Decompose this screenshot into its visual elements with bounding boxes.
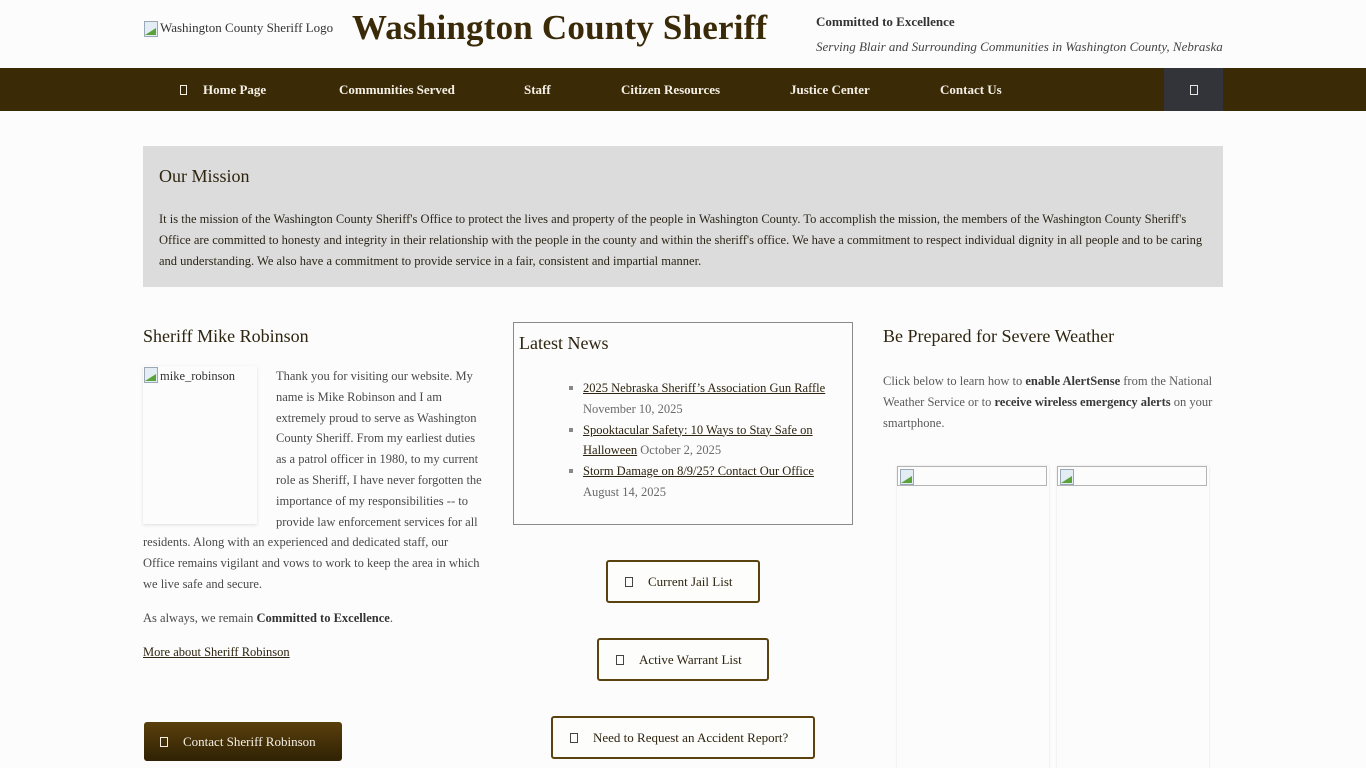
logo-alt-text: Washington County Sheriff Logo (160, 20, 334, 35)
broken-image-icon (1059, 468, 1075, 484)
closing-suffix: . (389, 610, 393, 625)
more-about-sheriff-link[interactable]: More about Sheriff Robinson (143, 644, 290, 659)
subtagline: Serving Blair and Surrounding Communities in Washington County, Nebraska (816, 39, 1223, 54)
closing-prefix: As always, we remain (143, 610, 257, 625)
accident-report-button[interactable] (551, 716, 815, 759)
news-list (569, 378, 847, 503)
mission-title: Our Mission (159, 166, 250, 186)
list-icon (625, 577, 633, 587)
warrant-list-label: Active Warrant List (639, 651, 742, 667)
list-icon (616, 655, 624, 665)
sheriff-title: Sheriff Mike Robinson (143, 326, 309, 346)
news-item (569, 420, 847, 462)
closing-bold: Committed to Excellence (256, 610, 390, 625)
mission-section (143, 146, 1223, 287)
photo-alt-text: mike_robinson (160, 369, 235, 383)
sheriff-section (143, 326, 483, 662)
nav-item-communities-served[interactable]: Communities Served (339, 82, 455, 97)
alertsense-card[interactable] (897, 466, 1049, 768)
weather-bold-2: receive wireless emergency alerts (994, 394, 1171, 409)
site-title[interactable]: Washington County Sheriff (352, 8, 768, 47)
news-date: October 2, 2025 (640, 443, 722, 458)
weather-text-3: on your smartphone. (883, 394, 1213, 430)
wireless-alerts-card[interactable] (1057, 466, 1209, 768)
nav-item-contact-us[interactable]: Contact Us (940, 82, 1002, 97)
nav-item-home[interactable] (180, 68, 266, 111)
mission-text: It is the mission of the Washington County Sheriff's Office to protect the lives and property of the people in Washington County. To accomplish the mission, the members of the Washington County Sheriff's Office are committed to honesty and integrity in their relationship with the people in the county and within the sheriff's office. We have a commitment to respect individual dignity in all people and to be caring and understanding. We also have a commitment to provide service in a fair, consistent and impartial manner. (159, 212, 1203, 268)
news-item (569, 461, 847, 503)
news-date: August 14, 2025 (583, 484, 666, 499)
document-icon (570, 733, 578, 743)
tagline: Committed to Excellence (816, 14, 955, 29)
sheriff-photo (143, 366, 257, 524)
nav-item-citizen-resources[interactable]: Citizen Resources (621, 82, 721, 97)
weather-title: Be Prepared for Severe Weather (883, 326, 1115, 346)
search-button[interactable] (1164, 68, 1223, 111)
weather-text-2: from the National Weather Service or to (883, 374, 1213, 409)
contact-button-label: Contact Sheriff Robinson (183, 733, 316, 749)
weather-text-1: Click below to learn how to (883, 374, 1026, 388)
news-link[interactable]: Spooktacular Safety: 10 Ways to Stay Safe on Halloween (583, 422, 813, 458)
nav-item-justice-center[interactable]: Justice Center (790, 82, 870, 97)
broken-image-icon (143, 20, 159, 36)
main-nav (0, 68, 1366, 111)
broken-image-icon (899, 468, 915, 484)
active-warrant-list-button[interactable] (597, 638, 769, 681)
accident-report-label: Need to Request an Accident Report? (593, 729, 789, 745)
nav-label: Home Page (203, 82, 267, 97)
weather-text (883, 371, 1223, 433)
news-link[interactable]: 2025 Nebraska Sheriff’s Association Gun Raffle (583, 381, 826, 395)
envelope-icon (160, 737, 168, 747)
home-icon (180, 85, 187, 95)
site-header (0, 0, 1366, 68)
weather-bold-1: enable AlertSense (1025, 374, 1121, 388)
jail-list-label: Current Jail List (648, 573, 733, 589)
site-logo[interactable] (143, 20, 333, 36)
search-icon (1190, 85, 1198, 95)
news-title: Latest News (519, 333, 609, 353)
news-item (569, 378, 847, 420)
broken-image-icon (143, 366, 159, 382)
current-jail-list-button[interactable] (606, 560, 760, 603)
weather-section (883, 326, 1223, 433)
latest-news-box (513, 322, 853, 525)
sheriff-intro-text: Thank you for visiting our website. My name is Mike Robinson and I am extremely proud to serve as Washington County Sheriff. From my earliest duties as a patrol officer in 1980, to my current role as Sheriff, I have never forgotten the importance of my responsibilities -- to provide law enforcement services for all residents. Along with an experienced and dedicated staff, our Office remains vigilant and vows to work to keep the area in which we live safe and secure. (143, 369, 482, 591)
contact-sheriff-button[interactable] (144, 722, 342, 761)
sheriff-closing (143, 608, 483, 629)
nav-item-staff[interactable]: Staff (524, 82, 551, 97)
news-date: November 10, 2025 (583, 401, 683, 416)
news-link[interactable]: Storm Damage on 8/9/25? Contact Our Office (583, 464, 814, 479)
